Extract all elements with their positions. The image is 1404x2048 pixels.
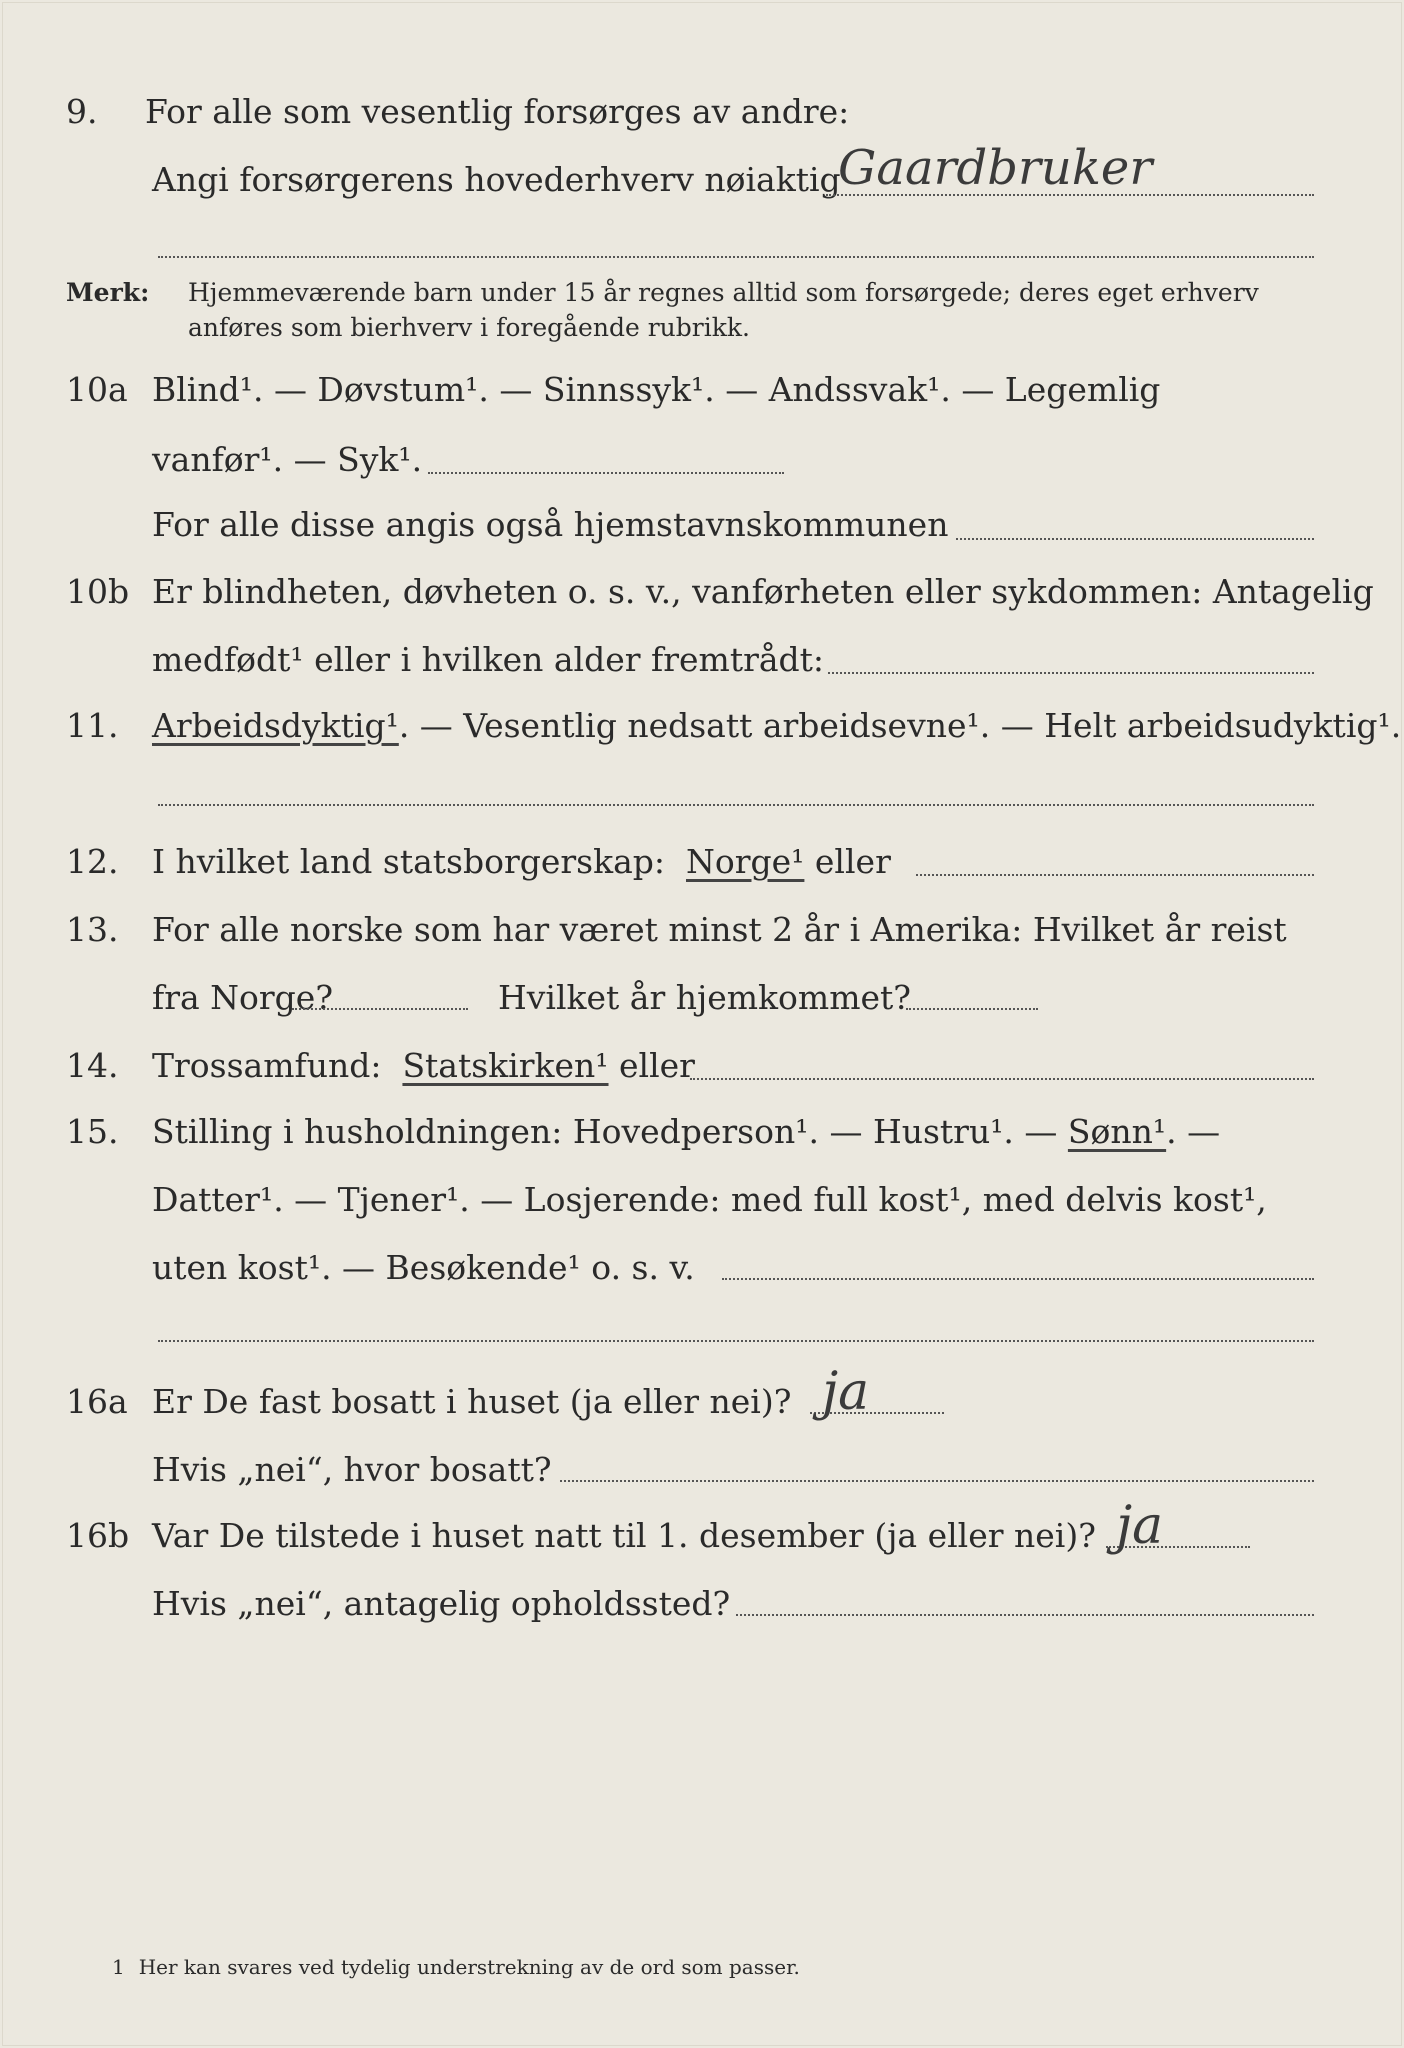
q11-rest: . — Vesentlig nedsatt arbeidsevne¹. — Helt arbeidsudyktig¹. bbox=[398, 706, 1402, 745]
q14-pre: Trossamfund: bbox=[152, 1046, 382, 1085]
q12-answer-line[interactable] bbox=[916, 874, 1314, 876]
q9-text: For alle som vesentlig forsørges av andre: bbox=[145, 92, 850, 131]
q11-extra-line[interactable] bbox=[158, 804, 1314, 806]
q9-number: 9. bbox=[66, 92, 98, 131]
q9-answer: Gaardbruker bbox=[838, 140, 1153, 196]
q14-text bbox=[152, 1046, 695, 1086]
q13-hjemkommet-line[interactable] bbox=[906, 1008, 1038, 1010]
q16a-text2: Hvis „nei“, hvor bosatt? bbox=[152, 1450, 552, 1489]
q9-label: Angi forsørgerens hovederhverv nøiaktig bbox=[152, 160, 841, 199]
merk-text2: anføres som bierhverv i foregående rubrikk. bbox=[188, 313, 750, 342]
q16a-bosatt-line[interactable] bbox=[560, 1480, 1314, 1482]
q11-selected-option: Arbeidsdyktig¹ bbox=[152, 706, 399, 745]
q13-text2a: fra Norge? bbox=[152, 978, 334, 1017]
footnote-text: Her kan svares ved tydelig understrekning av de ord som passer. bbox=[138, 1955, 800, 1979]
q12-post: eller bbox=[814, 842, 891, 881]
q10b-number: 10b bbox=[66, 572, 130, 611]
q13-text2b: Hvilket år hjemkommet? bbox=[498, 978, 911, 1017]
q13-reist-line[interactable] bbox=[292, 1008, 468, 1010]
q12-pre: I hvilket land statsborgerskap: bbox=[152, 842, 666, 881]
q13-text1: For alle norske som har været minst 2 år i Amerika: Hvilket år reist bbox=[152, 910, 1287, 949]
q14-post: eller bbox=[619, 1046, 695, 1085]
q14-number: 14. bbox=[66, 1046, 119, 1085]
merk-label: Merk: bbox=[66, 278, 150, 307]
q15-text1b: . — bbox=[1166, 1112, 1221, 1151]
q13-number: 13. bbox=[66, 910, 119, 949]
q16b-number: 16b bbox=[66, 1516, 130, 1555]
q10b-text1: Er blindheten, døvheten o. s. v., vanførheten eller sykdommen: Antagelig bbox=[152, 572, 1374, 611]
q11-number: 11. bbox=[66, 706, 119, 745]
merk-text1: Hjemmeværende barn under 15 år regnes alltid som forsørgede; deres eget erhverv bbox=[188, 278, 1259, 307]
q12-selected-option: Norge¹ bbox=[686, 842, 805, 881]
q12-number: 12. bbox=[66, 842, 119, 881]
q12-text bbox=[152, 842, 891, 882]
q16b-text2: Hvis „nei“, antagelig opholdssted? bbox=[152, 1584, 731, 1623]
q16b-text1: Var De tilstede i huset natt til 1. desember (ja eller nei)? bbox=[152, 1516, 1096, 1555]
q15-text1a: Stilling i husholdningen: Hovedperson¹. — Hustru¹. — bbox=[152, 1112, 1058, 1151]
q15-extra-line[interactable] bbox=[158, 1340, 1314, 1342]
q16b-answer: ja bbox=[1116, 1496, 1164, 1556]
q15-answer-line[interactable] bbox=[722, 1278, 1314, 1280]
q15-number: 15. bbox=[66, 1112, 119, 1151]
footnote bbox=[112, 1955, 800, 1979]
q10a-text1: Blind¹. — Døvstum¹. — Sinnssyk¹. — Andssvak¹. — Legemlig bbox=[152, 370, 1161, 409]
q15-text3: uten kost¹. — Besøkende¹ o. s. v. bbox=[152, 1248, 695, 1287]
q15-text2: Datter¹. — Tjener¹. — Losjerende: med full kost¹, med delvis kost¹, bbox=[152, 1180, 1267, 1219]
footnote-marker: 1 bbox=[112, 1955, 125, 1979]
q10a-number: 10a bbox=[66, 370, 128, 409]
q15-selected-option: Sønn¹ bbox=[1067, 1112, 1167, 1151]
q16a-number: 16a bbox=[66, 1382, 128, 1421]
q10a-syk-line[interactable] bbox=[428, 472, 784, 474]
q10a-text2: vanfør¹. — Syk¹. bbox=[152, 440, 423, 479]
q10a-kommune-line[interactable] bbox=[956, 538, 1314, 540]
q11-text bbox=[152, 706, 1401, 746]
q10b-answer-line[interactable] bbox=[828, 672, 1314, 674]
q10a-text3: For alle disse angis også hjemstavnskommunen bbox=[152, 505, 949, 544]
q16b-opholdssted-line[interactable] bbox=[736, 1614, 1314, 1616]
q14-selected-option: Statskirken¹ bbox=[402, 1046, 609, 1085]
q16a-answer: ja bbox=[822, 1362, 870, 1422]
q16a-text1: Er De fast bosatt i huset (ja eller nei)? bbox=[152, 1382, 792, 1421]
q10b-text2: medfødt¹ eller i hvilken alder fremtrådt: bbox=[152, 640, 825, 679]
q14-answer-line[interactable] bbox=[690, 1078, 1314, 1080]
q15-text1 bbox=[152, 1112, 1220, 1152]
q9-extra-line[interactable] bbox=[158, 256, 1314, 258]
